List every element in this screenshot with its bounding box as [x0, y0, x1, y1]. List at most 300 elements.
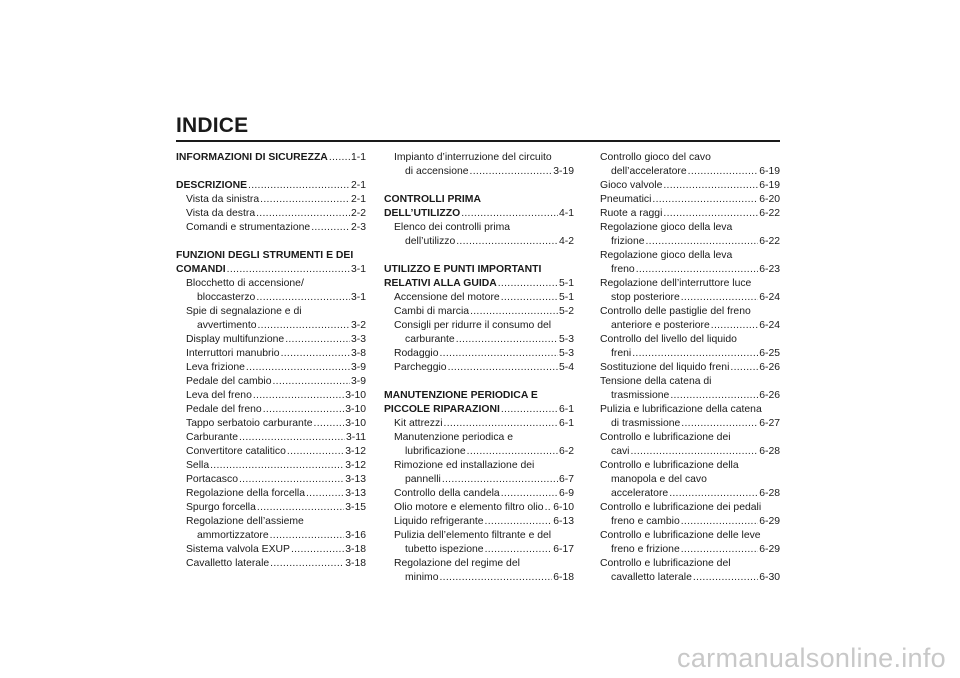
toc-entry-title: Tappo serbatoio carburante — [186, 418, 313, 429]
toc-entry[interactable] — [384, 417, 574, 431]
toc-page-number: 6-19 — [759, 180, 780, 191]
toc-dot-leader — [281, 347, 350, 361]
toc-page-number: 3-10 — [345, 418, 366, 429]
toc-entry[interactable] — [176, 445, 366, 459]
toc-entry[interactable] — [176, 459, 366, 473]
toc-entry[interactable] — [176, 221, 366, 235]
toc-page-number: 6-28 — [759, 446, 780, 457]
toc-dot-leader — [257, 319, 349, 333]
toc-entry[interactable] — [384, 501, 574, 515]
toc-entry[interactable] — [176, 431, 366, 445]
toc-entry-title: dell’utilizzo — [405, 236, 456, 247]
toc-entry[interactable] — [590, 375, 780, 389]
toc-entry[interactable] — [590, 151, 780, 165]
toc-entry-title: Spie di segnalazione e di — [186, 306, 302, 317]
toc-dot-leader — [442, 473, 558, 487]
toc-entry-title: avvertimento — [197, 320, 257, 331]
toc-page-number: 6-23 — [759, 264, 780, 275]
toc-entry[interactable] — [590, 207, 780, 221]
toc-entry-title: di accensione — [405, 166, 469, 177]
toc-page-number: 6-2 — [558, 446, 574, 457]
toc-entry-title: freno e cambio — [611, 516, 680, 527]
toc-entry[interactable] — [590, 389, 780, 403]
toc-page-number: 3-10 — [345, 390, 366, 401]
toc-entry[interactable] — [384, 305, 574, 319]
toc-entry-title: Portacasco — [186, 474, 238, 485]
toc-entry-title: trasmissione — [611, 390, 670, 401]
toc-entry[interactable] — [384, 473, 574, 487]
toc-dot-leader — [470, 305, 558, 319]
toc-entry-title: Sella — [186, 460, 210, 471]
toc-dot-leader — [501, 487, 558, 501]
toc-page-number: 6-7 — [558, 474, 574, 485]
toc-page-number: 6-13 — [553, 516, 574, 527]
toc-entry-title: freni — [611, 348, 632, 359]
toc-entry[interactable] — [384, 347, 574, 361]
toc-dot-leader — [663, 207, 758, 221]
toc-entry-title: Regolazione dell’assieme — [186, 516, 304, 527]
toc-page-number: 2-1 — [350, 194, 366, 205]
toc-entry[interactable] — [384, 291, 574, 305]
toc-dot-leader — [632, 347, 758, 361]
toc-entry-title: ammortizzatore — [197, 530, 269, 541]
toc-dot-leader — [448, 361, 558, 375]
toc-entry[interactable] — [384, 459, 574, 473]
toc-entry[interactable] — [590, 249, 780, 263]
toc-dot-leader — [239, 431, 345, 445]
toc-entry[interactable] — [590, 487, 780, 501]
toc-page-number: 6-1 — [558, 404, 574, 415]
toc-spacer — [176, 165, 366, 179]
toc-dot-leader — [681, 543, 758, 557]
toc-entry[interactable] — [590, 193, 780, 207]
toc-page-number: 3-11 — [345, 432, 366, 443]
toc-entry[interactable] — [176, 543, 366, 557]
toc-entry-title: Rodaggio — [394, 348, 439, 359]
toc-page-number: 6-26 — [759, 362, 780, 373]
toc-page-number: 3-18 — [345, 544, 366, 555]
toc-entry[interactable] — [384, 221, 574, 235]
toc-dot-leader — [501, 291, 558, 305]
toc-entry-title: Blocchetto di accensione/ — [186, 278, 304, 289]
toc-entry-title: PICCOLE RIPARAZIONI — [384, 404, 500, 415]
toc-entry[interactable] — [176, 529, 366, 543]
toc-entry-title: Controllo e lubrificazione della — [600, 460, 739, 471]
toc-page-number: 2-3 — [350, 222, 366, 233]
toc-dot-leader — [646, 235, 759, 249]
toc-page-number: 3-12 — [345, 446, 366, 457]
toc-entry-title: freno e frizione — [611, 544, 680, 555]
toc-entry-title: Carburante — [186, 432, 238, 443]
toc-dot-leader — [681, 515, 758, 529]
toc-page-number: 6-18 — [553, 572, 574, 583]
toc-entry[interactable] — [590, 333, 780, 347]
toc-entry[interactable] — [176, 277, 366, 291]
toc-entry-title: Leva del freno — [186, 390, 252, 401]
toc-dot-leader — [501, 403, 558, 417]
toc-dot-leader — [440, 347, 558, 361]
toc-dot-leader — [456, 333, 558, 347]
toc-entry[interactable] — [590, 263, 780, 277]
toc-page-number: 6-28 — [759, 488, 780, 499]
toc-entry-title: Controllo delle pastiglie del freno — [600, 306, 751, 317]
toc-dot-leader — [270, 557, 344, 571]
toc-page-number: 3-9 — [350, 362, 366, 373]
toc-column-2 — [384, 151, 574, 585]
toc-entry[interactable] — [384, 235, 574, 249]
toc-dot-leader — [498, 277, 558, 291]
toc-dot-leader — [693, 571, 758, 585]
toc-page-number: 6-9 — [558, 488, 574, 499]
toc-entry[interactable] — [176, 193, 366, 207]
toc-page-number: 6-24 — [759, 320, 780, 331]
toc-entry[interactable] — [590, 221, 780, 235]
toc-entry[interactable] — [590, 277, 780, 291]
toc-entry[interactable] — [176, 207, 366, 221]
toc-dot-leader — [730, 361, 758, 375]
toc-entry-title: Vista da sinistra — [186, 194, 260, 205]
toc-dot-leader — [239, 473, 344, 487]
toc-page-number: 5-1 — [558, 278, 574, 289]
toc-entry[interactable] — [176, 403, 366, 417]
toc-entry-title: MANUTENZIONE PERIODICA E — [384, 390, 538, 401]
toc-dot-leader — [470, 165, 553, 179]
toc-page-number: 6-29 — [759, 544, 780, 555]
toc-dot-leader — [636, 263, 759, 277]
toc-entry-title: Liquido refrigerante — [394, 516, 484, 527]
toc-entry[interactable] — [590, 403, 780, 417]
toc-entry[interactable] — [590, 543, 780, 557]
toc-entry[interactable] — [590, 417, 780, 431]
toc-entry-title: Leva frizione — [186, 362, 245, 373]
toc-dot-leader — [681, 417, 758, 431]
toc-page-number: 5-4 — [558, 362, 574, 373]
toc-entry[interactable] — [384, 319, 574, 333]
toc-entry-title: Cavalletto laterale — [186, 558, 270, 569]
watermark: carmanualsonline.info — [677, 643, 946, 673]
toc-page-number: 3-1 — [350, 292, 366, 303]
toc-entry-title: anteriore e posteriore — [611, 320, 710, 331]
toc-page-number: 3-12 — [345, 460, 366, 471]
toc-entry[interactable] — [176, 333, 366, 347]
toc-page-number: 6-22 — [759, 236, 780, 247]
toc-entry[interactable] — [176, 151, 366, 165]
toc-entry-title: UTILIZZO E PUNTI IMPORTANTI — [384, 264, 542, 275]
toc-entry-title: Sistema valvola EXUP — [186, 544, 290, 555]
toc-entry-title: acceleratore — [611, 488, 669, 499]
toc-entry[interactable] — [384, 151, 574, 165]
toc-entry-title: bloccasterzo — [197, 292, 256, 303]
toc-dot-leader — [227, 263, 350, 277]
toc-entry[interactable] — [590, 459, 780, 473]
toc-entry[interactable] — [590, 501, 780, 515]
toc-entry-title: Ruote a raggi — [600, 208, 663, 219]
toc-entry-title: Tensione della catena di — [600, 376, 712, 387]
toc-dot-leader — [461, 207, 558, 221]
toc-entry-title: Gioco valvole — [600, 180, 663, 191]
toc-entry[interactable] — [384, 543, 574, 557]
toc-entry[interactable] — [176, 487, 366, 501]
toc-page-number: 5-1 — [558, 292, 574, 303]
toc-entry[interactable] — [176, 263, 366, 277]
toc-entry-title: Pneumatici — [600, 194, 652, 205]
toc-dot-leader — [663, 179, 758, 193]
toc-dot-leader — [287, 445, 344, 459]
toc-dot-leader — [260, 193, 350, 207]
toc-page-number: 2-2 — [350, 208, 366, 219]
toc-entry[interactable] — [176, 291, 366, 305]
toc-spacer — [176, 235, 366, 249]
toc-entry-title: Impianto d’interruzione del circuito — [394, 152, 552, 163]
toc-entry[interactable] — [176, 501, 366, 515]
toc-dot-leader — [311, 221, 350, 235]
toc-page-number: 3-2 — [350, 320, 366, 331]
toc-entry-title: Manutenzione periodica e — [394, 432, 513, 443]
toc-dot-leader — [270, 529, 345, 543]
toc-entry[interactable] — [590, 305, 780, 319]
toc-entry-title: carburante — [405, 334, 455, 345]
toc-entry-title: Kit attrezzi — [394, 418, 443, 429]
toc-page-number: 1-1 — [350, 152, 366, 163]
toc-column-3 — [590, 151, 780, 585]
toc-entry-title: Controllo e lubrificazione delle leve — [600, 530, 761, 541]
toc-page-number: 3-18 — [345, 558, 366, 569]
toc-entry-title: CONTROLLI PRIMA — [384, 194, 481, 205]
toc-entry-title: Olio motore e elemento filtro olio — [394, 502, 544, 513]
toc-dot-leader — [257, 501, 344, 515]
toc-entry[interactable] — [384, 557, 574, 571]
toc-entry[interactable] — [384, 333, 574, 347]
toc-page-number: 6-29 — [759, 516, 780, 527]
toc-dot-leader — [670, 389, 758, 403]
toc-entry-title: Elenco dei controlli prima — [394, 222, 511, 233]
toc-dot-leader — [285, 333, 350, 347]
toc-entry[interactable] — [384, 165, 574, 179]
toc-entry-title: Interruttori manubrio — [186, 348, 280, 359]
toc-dot-leader — [329, 151, 350, 165]
toc-dot-leader — [246, 361, 350, 375]
toc-page-number: 6-10 — [553, 502, 574, 513]
toc-entry[interactable] — [176, 305, 366, 319]
title-divider — [176, 140, 780, 142]
toc-entry-title: tubetto ispezione — [405, 544, 484, 555]
toc-page-number: 5-3 — [558, 348, 574, 359]
toc-entry[interactable] — [384, 277, 574, 291]
toc-dot-leader — [263, 403, 345, 417]
toc-dot-leader — [688, 165, 759, 179]
toc-page-number: 3-10 — [345, 404, 366, 415]
toc-entry-title: pannelli — [405, 474, 441, 485]
toc-entry[interactable] — [176, 361, 366, 375]
toc-entry-title: Regolazione gioco della leva — [600, 250, 733, 261]
toc-entry[interactable] — [590, 361, 780, 375]
toc-page-number: 4-2 — [558, 236, 574, 247]
toc-entry[interactable] — [590, 473, 780, 487]
toc-dot-leader — [467, 445, 558, 459]
toc-entry-title: Parcheggio — [394, 362, 447, 373]
toc-entry-title: Controllo e lubrificazione dei pedali — [600, 502, 762, 513]
toc-entry-title: DESCRIZIONE — [176, 180, 248, 191]
toc-dot-leader — [314, 417, 345, 431]
toc-entry[interactable] — [590, 445, 780, 459]
toc-dot-leader — [444, 417, 558, 431]
toc-dot-leader — [440, 571, 553, 585]
toc-entry[interactable] — [590, 165, 780, 179]
toc-entry-title: Pedale del cambio — [186, 376, 272, 387]
toc-entry[interactable] — [384, 571, 574, 585]
toc-entry[interactable] — [176, 557, 366, 571]
toc-entry-title: Cambi di marcia — [394, 306, 470, 317]
toc-entry[interactable] — [590, 179, 780, 193]
toc-entry-title: Pulizia e lubrificazione della catena — [600, 404, 762, 415]
toc-entry[interactable] — [384, 445, 574, 459]
toc-entry-title: minimo — [405, 572, 439, 583]
toc-page-number: 3-1 — [350, 264, 366, 275]
toc-entry-title: Sostituzione del liquido freni — [600, 362, 730, 373]
toc-page-number: 6-1 — [558, 418, 574, 429]
toc-page-number: 4-1 — [558, 208, 574, 219]
toc-entry-title: Controllo del livello del liquido — [600, 334, 737, 345]
toc-entry-title: freno — [611, 264, 635, 275]
toc-entry-title: cavi — [611, 446, 630, 457]
toc-entry-title: Controllo della candela — [394, 488, 500, 499]
toc-entry[interactable] — [590, 319, 780, 333]
toc-entry[interactable] — [384, 193, 574, 207]
toc-entry[interactable] — [176, 515, 366, 529]
toc-dot-leader — [545, 501, 553, 515]
toc-entry[interactable] — [176, 249, 366, 263]
toc-entry[interactable] — [176, 347, 366, 361]
toc-page-number: 2-1 — [350, 180, 366, 191]
toc-entry[interactable] — [590, 431, 780, 445]
toc-page-number: 6-27 — [759, 418, 780, 429]
toc-page-number: 5-2 — [558, 306, 574, 317]
toc-dot-leader — [711, 319, 758, 333]
toc-entry-title: Vista da destra — [186, 208, 256, 219]
toc-entry-title: Display multifunzione — [186, 334, 285, 345]
toc-entry[interactable] — [384, 207, 574, 221]
toc-dot-leader — [256, 207, 350, 221]
toc-entry[interactable] — [590, 515, 780, 529]
toc-entry[interactable] — [176, 417, 366, 431]
toc-entry-title: cavalletto laterale — [611, 572, 692, 583]
toc-entry-title: FUNZIONI DEGLI STRUMENTI E DEI — [176, 250, 354, 261]
toc-entry[interactable] — [590, 291, 780, 305]
toc-entry[interactable] — [176, 179, 366, 193]
toc-page-number: 6-25 — [759, 348, 780, 359]
toc-entry-title: frizione — [611, 236, 645, 247]
toc-entry[interactable] — [176, 375, 366, 389]
toc-entry-title: dell’acceleratore — [611, 166, 687, 177]
toc-dot-leader — [681, 291, 758, 305]
toc-page-number: 6-20 — [759, 194, 780, 205]
toc-column-1 — [176, 151, 366, 571]
toc-entry-title: Regolazione della forcella — [186, 488, 305, 499]
toc-entry[interactable] — [384, 529, 574, 543]
toc-entry[interactable] — [384, 431, 574, 445]
toc-page-number: 3-8 — [350, 348, 366, 359]
toc-entry-title: Controllo e lubrificazione dei — [600, 432, 731, 443]
toc-entry-title: Spurgo forcella — [186, 502, 256, 513]
toc-entry-title: manopola e del cavo — [611, 474, 707, 485]
toc-page-number: 6-24 — [759, 292, 780, 303]
toc-dot-leader — [669, 487, 758, 501]
toc-dot-leader — [273, 375, 350, 389]
toc-entry-title: Pedale del freno — [186, 404, 262, 415]
toc-entry[interactable] — [176, 319, 366, 333]
toc-entry[interactable] — [176, 473, 366, 487]
toc-dot-leader — [306, 487, 344, 501]
toc-entry-title: stop posteriore — [611, 292, 680, 303]
toc-dot-leader — [253, 389, 344, 403]
toc-entry-title: Pulizia dell’elemento filtrante e del — [394, 530, 552, 541]
toc-page-number: 3-19 — [553, 166, 574, 177]
toc-entry-title: DELL’UTILIZZO — [384, 208, 461, 219]
toc-page-number: 3-13 — [345, 474, 366, 485]
toc-entry[interactable] — [590, 557, 780, 571]
toc-page-number: 6-30 — [759, 572, 780, 583]
toc-entry-title: Regolazione del regime del — [394, 558, 520, 569]
toc-dot-leader — [630, 445, 758, 459]
toc-dot-leader — [256, 291, 350, 305]
toc-page-number: 6-26 — [759, 390, 780, 401]
toc-entry[interactable] — [384, 487, 574, 501]
page-title: INDICE — [176, 114, 249, 137]
toc-entry-title: RELATIVI ALLA GUIDA — [384, 278, 497, 289]
toc-entry[interactable] — [590, 529, 780, 543]
toc-entry-title: Controllo e lubrificazione del — [600, 558, 731, 569]
toc-page-number: 6-17 — [553, 544, 574, 555]
toc-entry-title: INFORMAZIONI DI SICUREZZA — [176, 152, 328, 163]
toc-dot-leader — [485, 515, 553, 529]
toc-dot-leader — [456, 235, 558, 249]
toc-entry[interactable] — [590, 347, 780, 361]
toc-entry-title: lubrificazione — [405, 446, 466, 457]
toc-entry-title: Controllo gioco del cavo — [600, 152, 711, 163]
toc-entry[interactable] — [384, 515, 574, 529]
toc-dot-leader — [291, 543, 344, 557]
toc-entry-title: di trasmissione — [611, 418, 681, 429]
toc-dot-leader — [248, 179, 350, 193]
toc-entry[interactable] — [384, 389, 574, 403]
toc-dot-leader — [210, 459, 344, 473]
toc-page-number: 3-3 — [350, 334, 366, 345]
toc-page-number: 5-3 — [558, 334, 574, 345]
toc-page-number: 3-16 — [345, 530, 366, 541]
toc-entry[interactable] — [590, 235, 780, 249]
toc-page-number: 3-13 — [345, 488, 366, 499]
toc-dot-leader — [652, 193, 758, 207]
toc-spacer — [384, 249, 574, 263]
toc-entry-title: Regolazione dell’interruttore luce — [600, 278, 752, 289]
toc-entry[interactable] — [176, 389, 366, 403]
toc-entry[interactable] — [384, 361, 574, 375]
toc-entry[interactable] — [384, 263, 574, 277]
toc-entry-title: Rimozione ed installazione dei — [394, 460, 535, 471]
toc-entry-title: Accensione del motore — [394, 292, 500, 303]
toc-page-number: 6-19 — [759, 166, 780, 177]
toc-dot-leader — [485, 543, 553, 557]
toc-page-number: 6-22 — [759, 208, 780, 219]
toc-entry-title: Consigli per ridurre il consumo del — [394, 320, 552, 331]
toc-spacer — [384, 375, 574, 389]
toc-page-number: 3-15 — [345, 502, 366, 513]
toc-page-number: 3-9 — [350, 376, 366, 387]
toc-entry-title: Comandi e strumentazione — [186, 222, 311, 233]
toc-entry[interactable] — [384, 403, 574, 417]
toc-spacer — [384, 179, 574, 193]
toc-entry[interactable] — [590, 571, 780, 585]
